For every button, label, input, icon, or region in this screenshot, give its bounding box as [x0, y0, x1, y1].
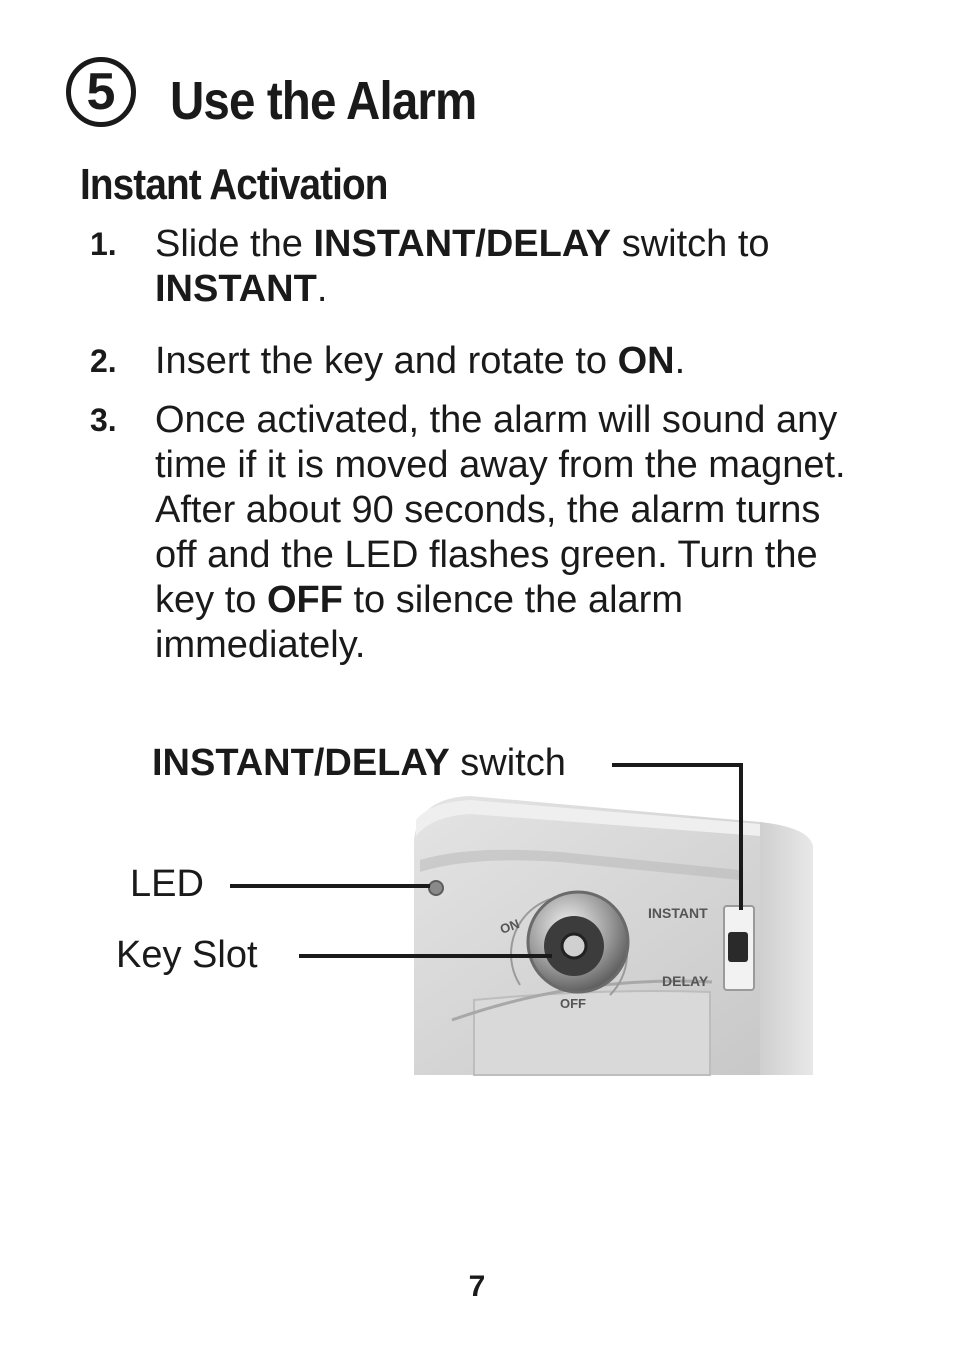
switch-callout-rest: switch — [449, 742, 566, 784]
step-1-text: Slide the INSTANT/DELAY switch to INSTANT. — [155, 223, 770, 310]
device-side — [760, 822, 813, 1075]
step-2 — [0, 339, 855, 384]
instruction-steps — [0, 222, 954, 668]
page-title: Use the Alarm — [170, 71, 477, 131]
section-subtitle: Instant Activation — [80, 160, 388, 209]
device-delay-label: DELAY — [662, 973, 709, 989]
page-number: 7 — [468, 1270, 486, 1303]
step-2-text: Insert the key and rotate to ON. — [155, 340, 686, 382]
device-off-label: OFF — [560, 996, 586, 1011]
step-1 — [0, 222, 855, 312]
alarm-device-diagram — [0, 720, 954, 1100]
switch-callout-bold: INSTANT/DELAY — [152, 742, 450, 784]
step-2-number: 2. — [90, 343, 117, 379]
led-callout: LED — [130, 863, 204, 905]
step-3 — [0, 398, 855, 668]
switch-callout — [152, 741, 566, 785]
step-number: 5 — [86, 63, 116, 121]
step-3-text: Once activated, the alarm will sound any time if it is moved away from the magnet. After about 90 seconds, the alarm turns off and the LED flashes green. Turn the key to OFF to silence the alarm immediately. — [155, 399, 846, 666]
step-number-badge — [66, 57, 136, 127]
key-slot — [562, 934, 586, 958]
step-3-number: 3. — [90, 402, 117, 438]
device-instant-label: INSTANT — [648, 905, 708, 921]
device-on-label: ON — [497, 916, 522, 937]
step-1-number: 1. — [90, 226, 117, 262]
key-slot-callout: Key Slot — [116, 934, 258, 976]
switch-knob — [728, 932, 748, 962]
led-indicator — [429, 881, 443, 895]
